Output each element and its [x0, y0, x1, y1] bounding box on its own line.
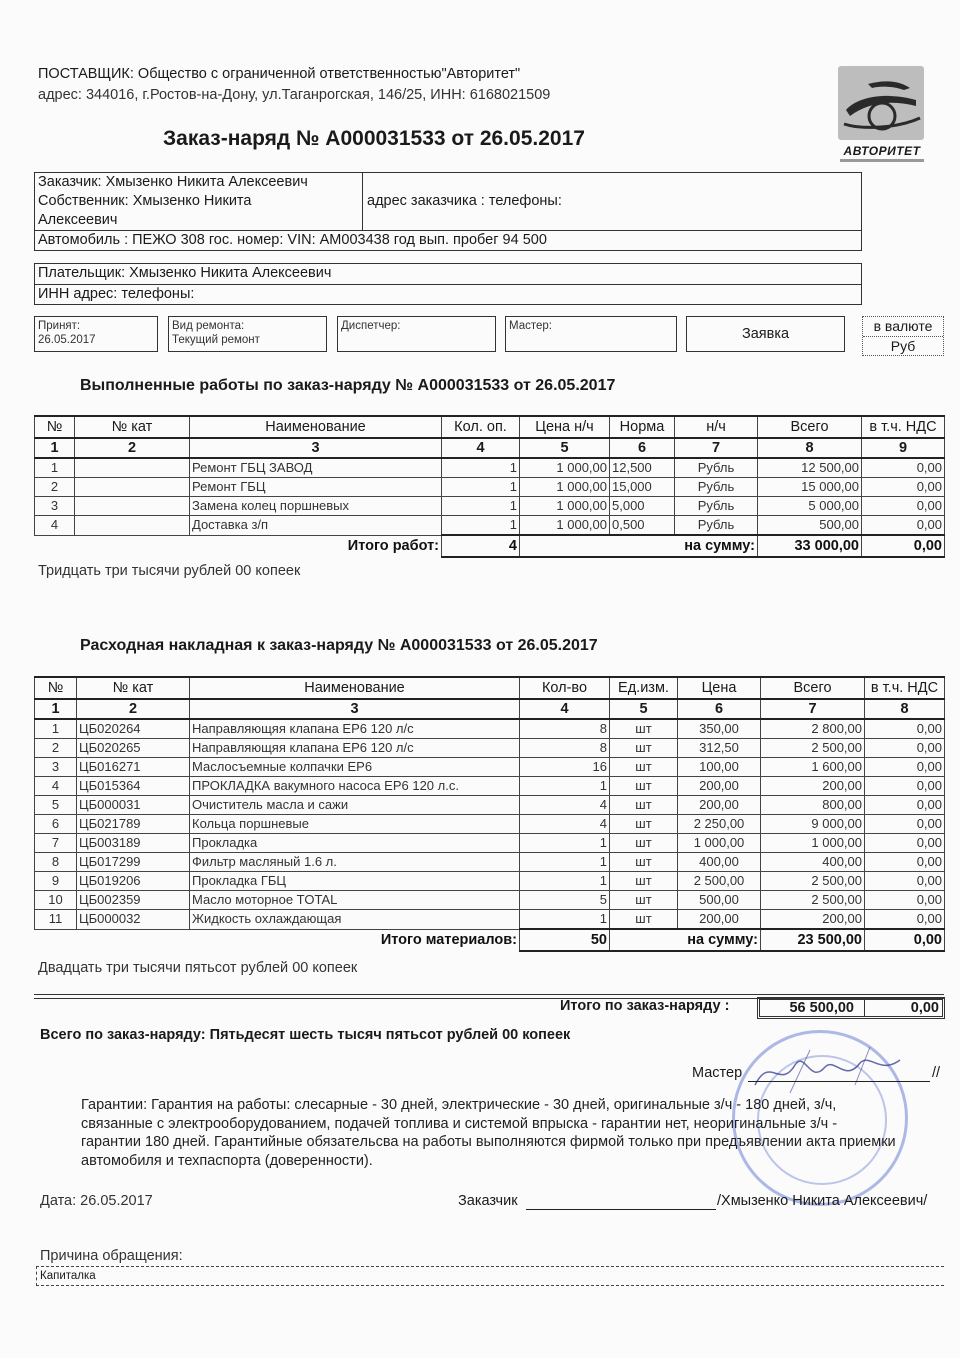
table-cell: ПРОКЛАДКА вакумного насоса EP6 120 л.с.: [190, 777, 520, 796]
table-cell: 0,00: [862, 478, 945, 497]
materials-total-sum: 23 500,00: [761, 929, 865, 951]
reason-label: Причина обращения:: [40, 1248, 183, 1264]
car-info: Автомобиль : ПЕЖО 308 гос. номер: VIN: АМ003438 год вып. пробег 94 500: [35, 230, 861, 250]
table-cell: 1: [520, 853, 610, 872]
materials-header-cell: Кол-во: [520, 677, 610, 699]
table-cell: 0,00: [865, 834, 945, 853]
client-signature-name: /Хмызенко Никита Алексеевич/: [717, 1193, 928, 1209]
dispatcher-box: [337, 316, 496, 352]
table-cell: 0,00: [862, 497, 945, 516]
works-total-label: Итого работ:: [347, 538, 439, 555]
works-body: [35, 458, 945, 535]
materials-number-row: [35, 699, 945, 719]
materials-header-cell: Цена: [678, 677, 761, 699]
table-cell: 6: [35, 815, 77, 834]
logo-text: АВТОРИТЕТ: [843, 144, 921, 158]
works-column-number: 4: [442, 438, 520, 458]
table-cell: ЦБ000031: [77, 796, 190, 815]
materials-total-row: [35, 929, 945, 951]
table-cell: ЦБ017299: [77, 853, 190, 872]
master-signature: [750, 1045, 920, 1095]
table-cell: Кольца поршневые: [190, 815, 520, 834]
works-number-row: [35, 438, 945, 458]
table-cell: 3: [35, 497, 75, 516]
table-cell: шт: [610, 891, 678, 910]
table-cell: 2: [35, 739, 77, 758]
master-signature-end: //: [932, 1065, 941, 1081]
works-column-number: 1: [35, 438, 75, 458]
table-cell: ЦБ020264: [77, 719, 190, 739]
repair-type-box: [168, 316, 327, 352]
table-cell: 1 000,00: [520, 497, 610, 516]
table-cell: ЦБ020265: [77, 739, 190, 758]
accepted-value: 26.05.2017: [38, 334, 96, 346]
works-title: Выполненные работы по заказ-наряду № А000031533 от 26.05.2017: [80, 377, 616, 394]
table-cell: ЦБ016271: [77, 758, 190, 777]
table-cell: 16: [520, 758, 610, 777]
table-cell: шт: [610, 758, 678, 777]
materials-header-cell: Ед.изм.: [610, 677, 678, 699]
client-signature-label: Заказчик: [458, 1193, 518, 1209]
grand-total-box: [757, 997, 945, 1019]
owner-name-2: Алексеевич: [38, 212, 118, 228]
table-cell: 312,50: [678, 739, 761, 758]
customer-owner-cell: [35, 173, 363, 230]
grand-total-sum: 56 500,00: [789, 1000, 854, 1016]
materials-table: [34, 676, 945, 952]
table-cell: Очиститель масла и сажи: [190, 796, 520, 815]
master-signature-label: Мастер: [692, 1065, 743, 1081]
repair-type-label: Вид ремонта:: [172, 320, 245, 332]
table-cell: шт: [610, 834, 678, 853]
table-cell: 0,00: [865, 910, 945, 930]
table-cell: Фильтр масляный 1.6 л.: [190, 853, 520, 872]
repair-type-value: Текущий ремонт: [172, 334, 260, 346]
table-cell: 0,00: [865, 758, 945, 777]
client-signature-line: [526, 1209, 716, 1210]
works-header-cell: н/ч: [675, 416, 758, 438]
table-cell: 15 000,00: [758, 478, 862, 497]
table-cell: Рубль: [675, 478, 758, 497]
car-logo-icon: [838, 66, 924, 140]
works-header-cell: Цена н/ч: [520, 416, 610, 438]
works-total-row: [35, 535, 945, 557]
table-cell: 0,00: [865, 815, 945, 834]
table-cell: шт: [610, 796, 678, 815]
table-cell: 1 600,00: [761, 758, 865, 777]
table-cell: 9: [35, 872, 77, 891]
table-cell: Рубль: [675, 516, 758, 536]
dispatcher-label: Диспетчер:: [341, 320, 401, 332]
works-column-number: 2: [75, 438, 190, 458]
table-cell: 4: [520, 815, 610, 834]
table-cell: 12 500,00: [758, 458, 862, 478]
supplier-name: ПОСТАВЩИК: Общество с ограниченной ответственностью"Авторитет": [38, 66, 521, 82]
table-cell: ЦБ003189: [77, 834, 190, 853]
table-cell: [75, 497, 190, 516]
table-cell: ЦБ019206: [77, 872, 190, 891]
table-cell: 1 000,00: [520, 478, 610, 497]
table-row: [35, 739, 945, 758]
table-cell: 0,00: [865, 719, 945, 739]
materials-column-number: 6: [678, 699, 761, 719]
materials-header-cell: в т.ч. НДС: [865, 677, 945, 699]
table-cell: Направляющяя клапана EP6 120 л/с: [190, 719, 520, 739]
table-row: [35, 815, 945, 834]
table-cell: 1: [442, 516, 520, 536]
logo-underline: [840, 159, 924, 162]
table-cell: 2 500,00: [761, 739, 865, 758]
table-cell: 9 000,00: [761, 815, 865, 834]
table-cell: шт: [610, 853, 678, 872]
table-cell: шт: [610, 910, 678, 930]
table-row: [35, 796, 945, 815]
table-cell: 400,00: [761, 853, 865, 872]
works-sum-label: на сумму:: [520, 535, 758, 557]
materials-header-cell: Всего: [761, 677, 865, 699]
table-cell: 500,00: [758, 516, 862, 536]
materials-title: Расходная накладная к заказ-наряду № А000031533 от 26.05.2017: [80, 637, 598, 654]
document-date: Дата: 26.05.2017: [40, 1193, 153, 1209]
warranty-text: Гарантии: Гарантия на работы: слесарные - 30 дней, электрические - 30 дней, оригинальные з/ч - 180 дней, з/ч, связанные с электрооборудованием, подачей топлива и системой впрыска - гарантии нет, неоригинальные з/ч - гарантии 180 дней. Гарантийные обязатeльсва на работы выполняются фирмой только при предъявлении акта приемки автомобиля и техпаспорта (доверенности).: [81, 1097, 896, 1169]
table-row: [35, 758, 945, 777]
materials-total-vat: 0,00: [865, 929, 945, 951]
materials-column-number: 8: [865, 699, 945, 719]
table-cell: Рубль: [675, 497, 758, 516]
company-logo: [836, 66, 928, 162]
materials-sum-label: на сумму:: [610, 929, 761, 951]
table-cell: 8: [520, 719, 610, 739]
table-row: [35, 719, 945, 739]
table-cell: Жидкость охлаждающая: [190, 910, 520, 930]
table-cell: 1: [442, 458, 520, 478]
reason-value: Капиталка: [36, 1266, 944, 1286]
materials-column-number: 7: [761, 699, 865, 719]
materials-column-number: 5: [610, 699, 678, 719]
works-column-number: 8: [758, 438, 862, 458]
table-cell: 1: [520, 910, 610, 930]
table-cell: 0,00: [865, 891, 945, 910]
table-cell: 4: [35, 777, 77, 796]
works-column-number: 9: [862, 438, 945, 458]
table-cell: шт: [610, 719, 678, 739]
table-cell: 7: [35, 834, 77, 853]
materials-column-number: 4: [520, 699, 610, 719]
table-cell: Направляющяя клапана EP6 120 л/с: [190, 739, 520, 758]
table-cell: Рубль: [675, 458, 758, 478]
currency-box: [862, 316, 944, 356]
table-cell: 0,00: [862, 516, 945, 536]
table-row: [35, 478, 945, 497]
table-cell: 200,00: [761, 777, 865, 796]
table-cell: 200,00: [678, 910, 761, 930]
table-cell: 2: [35, 478, 75, 497]
materials-header-cell: Наименование: [190, 677, 520, 699]
supplier-info: [38, 64, 550, 106]
works-total-sum: 33 000,00: [758, 535, 862, 557]
table-cell: 200,00: [678, 777, 761, 796]
table-cell: 5: [35, 796, 77, 815]
table-cell: 2 500,00: [761, 872, 865, 891]
payer-details: ИНН адрес: телефоны:: [35, 284, 861, 304]
materials-column-number: 1: [35, 699, 77, 719]
works-header-cell: Кол. оп.: [442, 416, 520, 438]
materials-column-number: 2: [77, 699, 190, 719]
grand-total-words: Всего по заказ-наряду: Пятьдесят шесть тысяч пятьсот рублей 00 копеек: [40, 1027, 571, 1043]
table-cell: 5 000,00: [758, 497, 862, 516]
client-name: Заказчик: Хмызенко Никита Алексеевич: [38, 174, 308, 190]
table-cell: 1: [520, 777, 610, 796]
master-label: Мастер:: [509, 320, 552, 332]
table-cell: Прокладка: [190, 834, 520, 853]
table-cell: 100,00: [678, 758, 761, 777]
materials-body: [35, 719, 945, 929]
table-cell: Прокладка ГБЦ: [190, 872, 520, 891]
table-cell: 1 000,00: [761, 834, 865, 853]
grand-total-vat: 0,00: [910, 1000, 939, 1016]
table-cell: Маслосъемные колпачки EP6: [190, 758, 520, 777]
table-cell: 1 000,00: [520, 458, 610, 478]
table-cell: 12,500: [610, 458, 675, 478]
owner-name-1: Собственник: Хмызенко Никита: [38, 193, 252, 209]
table-cell: ЦБ000032: [77, 910, 190, 930]
works-column-number: 3: [190, 438, 442, 458]
table-cell: 800,00: [761, 796, 865, 815]
materials-total-qty: 50: [520, 929, 610, 951]
table-row: [35, 516, 945, 536]
works-header-cell: Норма: [610, 416, 675, 438]
accepted-label: Принят:: [38, 320, 81, 332]
table-cell: 200,00: [678, 796, 761, 815]
table-cell: Замена колец поршневых: [190, 497, 442, 516]
table-cell: 8: [35, 853, 77, 872]
table-row: [35, 777, 945, 796]
table-cell: 200,00: [761, 910, 865, 930]
supplier-address: адрес: 344016, г.Ростов-на-Дону, ул.Таганрогская, 146/25, ИНН: 6168021509: [38, 87, 551, 103]
table-cell: [75, 478, 190, 497]
table-cell: 1: [35, 719, 77, 739]
table-cell: 1: [442, 497, 520, 516]
works-header-cell: №: [35, 416, 75, 438]
table-cell: Масло моторное TOTAL: [190, 891, 520, 910]
table-row: [35, 891, 945, 910]
table-row: [35, 834, 945, 853]
payer-box: [34, 263, 862, 305]
table-cell: 4: [35, 516, 75, 536]
table-cell: 400,00: [678, 853, 761, 872]
table-cell: 3: [35, 758, 77, 777]
table-cell: 0,00: [865, 872, 945, 891]
table-cell: шт: [610, 872, 678, 891]
materials-total-label: Итого материалов:: [380, 932, 517, 949]
table-cell: Ремонт ГБЦ: [190, 478, 442, 497]
table-cell: 5,000: [610, 497, 675, 516]
table-cell: шт: [610, 815, 678, 834]
table-cell: [75, 458, 190, 478]
table-cell: 0,00: [865, 853, 945, 872]
customer-box: [34, 172, 862, 251]
table-row: [35, 458, 945, 478]
table-cell: 10: [35, 891, 77, 910]
table-cell: 0,500: [610, 516, 675, 536]
table-row: [35, 497, 945, 516]
table-cell: 0,00: [865, 777, 945, 796]
table-cell: 500,00: [678, 891, 761, 910]
payer-name: Плательщик: Хмызенко Никита Алексеевич: [38, 265, 332, 281]
table-cell: 1 000,00: [520, 516, 610, 536]
table-cell: шт: [610, 739, 678, 758]
currency-value: Руб: [863, 336, 943, 356]
works-header-cell: Наименование: [190, 416, 442, 438]
table-cell: 4: [520, 796, 610, 815]
table-cell: 1: [442, 478, 520, 497]
client-address-phones: адрес заказчика : телефоны:: [367, 193, 562, 209]
table-cell: 1 000,00: [678, 834, 761, 853]
grand-total-label: Итого по заказ-наряду :: [560, 998, 730, 1014]
materials-sum-words: Двадцать три тысячи пятьсот рублей 00 копеек: [38, 960, 358, 976]
works-column-number: 5: [520, 438, 610, 458]
works-header-cell: Всего: [758, 416, 862, 438]
table-cell: 1: [520, 872, 610, 891]
table-cell: 15,000: [610, 478, 675, 497]
table-cell: 5: [520, 891, 610, 910]
table-row: [35, 853, 945, 872]
table-cell: [75, 516, 190, 536]
request-box: Заявка: [686, 316, 845, 352]
works-header-cell: № кат: [75, 416, 190, 438]
works-header-cell: в т.ч. НДС: [862, 416, 945, 438]
table-cell: ЦБ015364: [77, 777, 190, 796]
table-cell: 2 500,00: [761, 891, 865, 910]
table-cell: ЦБ002359: [77, 891, 190, 910]
table-cell: 2 800,00: [761, 719, 865, 739]
table-cell: Доставка з/п: [190, 516, 442, 536]
table-cell: 2 250,00: [678, 815, 761, 834]
works-column-number: 7: [675, 438, 758, 458]
table-cell: ЦБ021789: [77, 815, 190, 834]
table-cell: 0,00: [865, 739, 945, 758]
table-cell: 8: [520, 739, 610, 758]
table-cell: 1: [520, 834, 610, 853]
table-cell: 0,00: [865, 796, 945, 815]
materials-column-number: 3: [190, 699, 520, 719]
table-cell: 350,00: [678, 719, 761, 739]
table-row: [35, 872, 945, 891]
works-header-row: [35, 416, 945, 438]
works-total-qty: 4: [442, 535, 520, 557]
materials-header-row: [35, 677, 945, 699]
table-cell: 1: [35, 458, 75, 478]
table-cell: 2 500,00: [678, 872, 761, 891]
document-title: Заказ-наряд № А000031533 от 26.05.2017: [163, 127, 585, 150]
works-total-vat: 0,00: [862, 535, 945, 557]
master-signature-line: [748, 1081, 930, 1082]
materials-header-cell: № кат: [77, 677, 190, 699]
table-row: [35, 910, 945, 930]
master-box: [505, 316, 677, 352]
table-cell: 11: [35, 910, 77, 930]
grand-total-divider: [864, 998, 865, 1017]
works-sum-words: Тридцать три тысячи рублей 00 копеек: [38, 563, 301, 579]
materials-header-cell: №: [35, 677, 77, 699]
table-cell: шт: [610, 777, 678, 796]
works-table: [34, 415, 945, 558]
table-cell: 0,00: [862, 458, 945, 478]
currency-label: в валюте: [873, 318, 933, 334]
works-column-number: 6: [610, 438, 675, 458]
table-cell: Ремонт ГБЦ ЗАВОД: [190, 458, 442, 478]
accepted-box: [34, 316, 158, 352]
